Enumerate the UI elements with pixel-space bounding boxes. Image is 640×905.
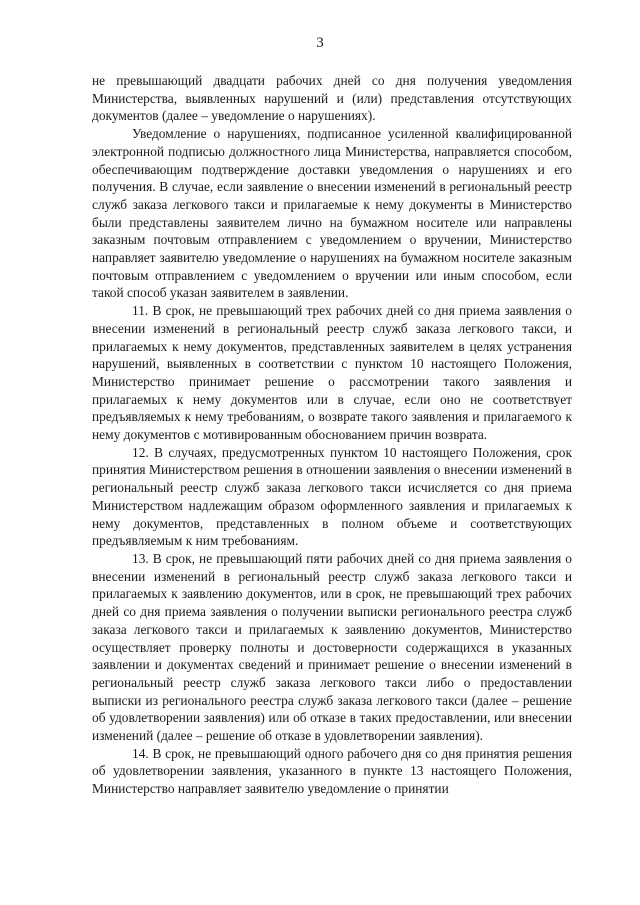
document-body: [92, 72, 572, 798]
paragraph-item-11: 11. В срок, не превышающий трех рабочих дней со дня приема заявления о внесении изменений в региональный реестр служб заказа легкового такси, и прилагаемых к нему документов, представленных заявителем в целях устранения нарушений, выявленных в соответствии с пунктом 10 настоящего Положения, Министерство принимает решение о рассмотрении такого заявления и прилагаемых к нему документов или в случае, если оно не соответствует предъявляемых к нему требованиям, о возврате такого заявления и прилагаемого к нему документов с мотивированным обоснованием причин возврата.: [92, 303, 572, 443]
page-number: 3: [316, 35, 324, 51]
paragraph-item-13: 13. В срок, не превышающий пяти рабочих дней со дня приема заявления о внесении изменений в региональный реестр служб заказа легкового такси и прилагаемых к заявлению документов, или в срок, не превышающий трех рабочих дней со дня приема заявления о получении выписки регионального реестра служб заказа легкового такси и прилагаемых к заявлению документов, Министерство осуществляет проверку полноты и достоверности содержащихся в указанных заявлении и документах сведений и принимает решение о внесении изменений в региональный реестр служб заказа легкового такси либо о предоставлении выписки из регионального реестра служб заказа легкового такси (далее – решение об удовлетворении заявления) или об отказе в таких предоставлении, или внесении изменений (далее – решение об отказе в удовлетворении заявления).: [92, 550, 572, 744]
paragraph-item-12: 12. В случаях, предусмотренных пунктом 10 настоящего Положения, срок принятия Министерством решения в отношении заявления о внесении изменений в региональный реестр служб заказа легкового такси исчисляется со дня приема Министерством надлежащим образом оформленного заявления и прилагаемых к нему документов, представленных в полном объеме и соответствующих предъявляемым к ним требованиям.: [92, 444, 572, 549]
paragraph-violation-notice: Уведомление о нарушениях, подписанное усиленной квалифицированной электронной подписью должностного лица Министерства, направляется способом, обеспечивающим подтверждение доставки уведомления о нарушениях и его получения. В случае, если заявление о внесении изменений в региональный реестр служб заказа легкового такси и прилагаемые к нему документы в Министерство были представлены заявителем лично на бумажном носителе или направлены заказным почтовым отправлением с уведомлением о вручении, Министерство направляет заявителю уведомление о нарушениях на бумажном носителе заказным почтовым отправлением с уведомлением о вручении или иным способом, если такой способ указан заявителем в заявлении.: [92, 126, 572, 301]
paragraph-item-14: 14. В срок, не превышающий одного рабочего дня со дня принятия решения об удовлетворении заявления, указанного в пункте 13 настоящего Положения, Министерство направляет заявителю уведомление о принятии: [92, 745, 572, 797]
paragraph-continuation: не превышающий двадцати рабочих дней со дня получения уведомления Министерства, выявленных нарушений и (или) представления отсутствующих документов (далее – уведомление о нарушениях).: [92, 73, 572, 124]
